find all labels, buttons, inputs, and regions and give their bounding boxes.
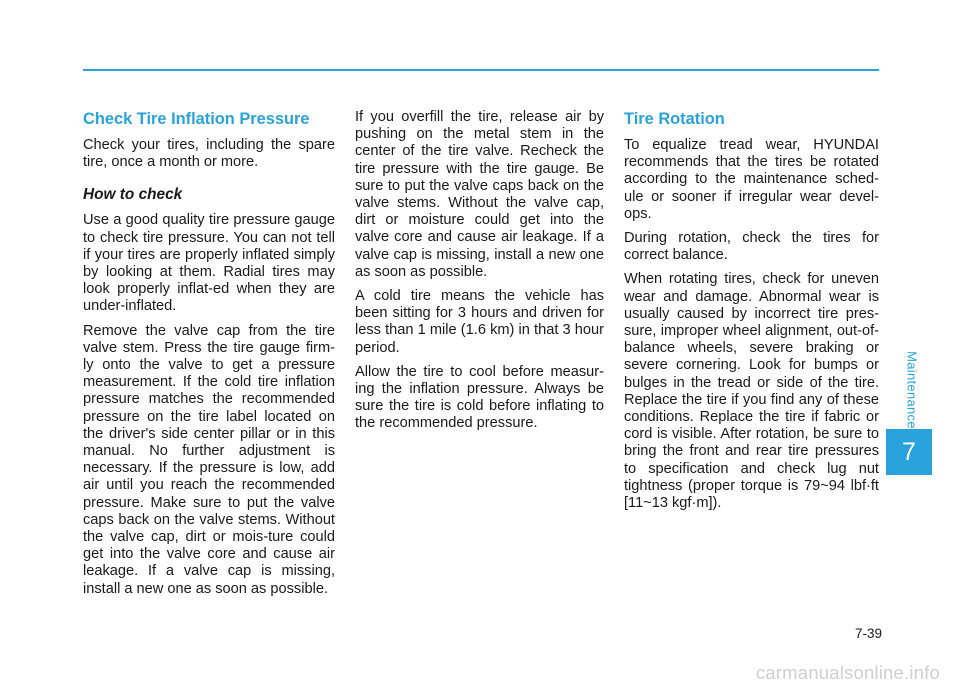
section-side-label [902,340,922,440]
paragraph-gauge: Use a good quality tire pressure gauge to check tire pressure. You can not tell if your tires are properly inflated simply by looking at them. Radial tires may look properly inflat-ed when they are under-inflated. [83,212,335,315]
column-left [83,109,335,605]
subheading-how-to-check: How to check [83,186,183,204]
section-heading-tire-rotation: Tire Rotation [624,110,725,128]
paragraph-overfill: If you overfill the tire, release air by pushing on the metal stem in the center of the tire valve. Recheck the tire pressure with the tire gauge. Be sure to put the valve caps back on the valve stems. Without the valve cap, dirt or moisture could get into the valve core and cause air leakage. If a valve cap is missing, install a new one as soon as possible. [355,109,604,280]
section-heading-check-tire-inflation: Check Tire Inflation Pressure [83,110,310,128]
section-side-label-text: Maintenance [904,351,920,429]
paragraph-cold-tire: A cold tire means the vehicle has been sitting for 3 hours and driven for less than 1 mile (1.6 km) in that 3 hour period. [355,288,604,356]
page-number: 7-39 [854,626,882,641]
column-middle [355,109,604,440]
column-right [624,109,879,519]
paragraph-check-balance: During rotation, check the tires for correct balance. [624,230,879,264]
header-rule [83,69,879,71]
chapter-tab [886,429,932,475]
paragraph-allow-cool: Allow the tire to cool before measur-ing the inflation pressure. Always be sure the tire is cold before inflating to the recommended pressure. [355,363,604,432]
paragraph-equalize-wear: To equalize tread wear, HYUNDAI recommends that the tires be rotated according to the maintenance sched-ule or sooner if irregular wear devel-ops. [624,137,879,222]
watermark: carmanualsonline.info [755,662,940,683]
paragraph-uneven-wear: When rotating tires, check for uneven wear and damage. Abnormal wear is usually caused by incorrect tire pres-sure, improper wheel alignment, out-of-balance wheels, severe braking or severe cornering. Look for bumps or bulges in the tread or side of the tire. Replace the tire if you find any of these conditions. Replace the tire if fabric or cord is visible. After rotation, be sure to bring the front and rear tire pressures to specification and check lug nut tightness (proper torque is 79~94 lbf·ft [11~13 kgf·m]). [624,271,879,512]
chapter-number: 7 [902,437,916,466]
paragraph-intro: Check your tires, including the spare tire, once a month or more. [83,137,335,171]
paragraph-remove-valve-cap: Remove the valve cap from the tire valve stem. Press the tire gauge firm-ly onto the valve to get a pressure measurement. If the cold tire inflation pressure matches the recommended pressure on the tire label located on the driver's side center pillar or in this manual. No further adjustment is necessary. If the pressure is low, add air until you reach the recommended pressure. Make sure to put the valve caps back on the valve stems. Without the valve cap, dirt or mois-ture could get into the valve core and cause air leakage. If a valve cap is missing, install a new one as soon as possible. [83,322,335,597]
